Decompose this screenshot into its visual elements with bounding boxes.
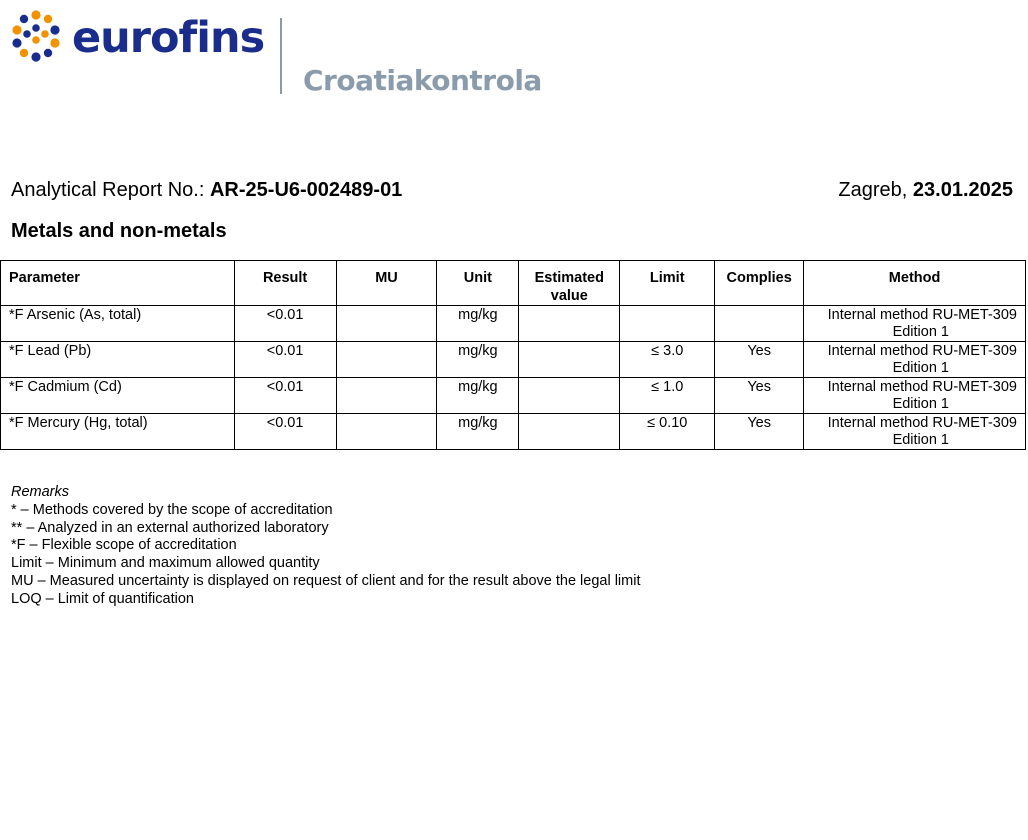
table-row: [1, 306, 1026, 342]
cell-method: [804, 378, 1026, 414]
results-table: [0, 260, 1026, 450]
logo-divider: [280, 18, 282, 94]
cell-estimated: [519, 414, 620, 450]
report-number: AR-25-U6-002489-01: [209, 179, 403, 201]
cell-limit: ≤ 0.10: [620, 414, 715, 450]
column-header-limit: Limit: [620, 261, 715, 306]
method-edition: Edition 1: [892, 360, 949, 376]
cell-complies: [715, 306, 804, 342]
cell-parameter: *F Mercury (Hg, total): [1, 414, 235, 450]
table-row: [1, 342, 1026, 378]
cell-parameter: *F Cadmium (Cd): [1, 378, 235, 414]
eurofins-logo-icon: [10, 10, 62, 62]
cell-method: [804, 306, 1026, 342]
report-date-line: [838, 177, 1013, 203]
cell-unit: mg/kg: [437, 306, 519, 342]
cell-method: [804, 342, 1026, 378]
cell-estimated: [519, 306, 620, 342]
remark-item: * – Methods covered by the scope of accreditation: [11, 501, 333, 518]
cell-complies: Yes: [715, 378, 804, 414]
method-name: Internal method RU-MET-309: [827, 379, 1017, 395]
cell-mu: [336, 342, 437, 378]
column-header-parameter: Parameter: [1, 261, 235, 306]
cell-unit: mg/kg: [437, 414, 519, 450]
cell-limit: ≤ 1.0: [620, 378, 715, 414]
cell-mu: [336, 414, 437, 450]
report-number-line: [11, 177, 402, 203]
cell-complies: Yes: [715, 342, 804, 378]
cell-unit: mg/kg: [437, 378, 519, 414]
column-header-method: Method: [804, 261, 1026, 306]
remark-item: ** – Analyzed in an external authorized laboratory: [11, 519, 329, 536]
cell-limit: [620, 306, 715, 342]
subbrand-name: Croatiakontrola: [303, 64, 542, 97]
column-header-complies: Complies: [715, 261, 804, 306]
remark-item: Limit – Minimum and maximum allowed quantity: [11, 555, 320, 572]
report-label: Analytical Report No.:: [11, 179, 210, 201]
header-logo: [10, 8, 542, 103]
cell-unit: mg/kg: [437, 342, 519, 378]
method-edition: Edition 1: [892, 396, 949, 412]
cell-parameter: *F Arsenic (As, total): [1, 306, 235, 342]
table-row: [1, 378, 1026, 414]
method-name: Internal method RU-MET-309: [827, 343, 1017, 359]
remark-item: *F – Flexible scope of accreditation: [11, 537, 237, 554]
cell-estimated: [519, 378, 620, 414]
column-header-result: Result: [234, 261, 336, 306]
method-edition: Edition 1: [892, 324, 949, 340]
cell-result: <0.01: [234, 378, 336, 414]
cell-result: <0.01: [234, 414, 336, 450]
method-name: Internal method RU-MET-309: [827, 415, 1017, 431]
column-header-estimated-value: Estimated value: [519, 261, 620, 306]
cell-mu: [336, 306, 437, 342]
column-header-mu: MU: [336, 261, 437, 306]
cell-limit: ≤ 3.0: [620, 342, 715, 378]
cell-result: <0.01: [234, 306, 336, 342]
method-edition: Edition 1: [892, 432, 949, 448]
remarks-title: Remarks: [11, 484, 70, 500]
cell-method: [804, 414, 1026, 450]
table-row: [1, 414, 1026, 450]
cell-result: <0.01: [234, 342, 336, 378]
remark-item: MU – Measured uncertainty is displayed on request of client and for the result above the legal limit: [11, 572, 641, 589]
remarks-section: [11, 484, 640, 609]
section-title: Metals and non-metals: [11, 220, 227, 242]
method-name: Internal method RU-MET-309: [827, 307, 1017, 323]
cell-complies: Yes: [715, 414, 804, 450]
cell-parameter: *F Lead (Pb): [1, 342, 235, 378]
remark-item: LOQ – Limit of quantification: [11, 590, 194, 607]
report-city: Zagreb,: [838, 179, 913, 201]
cell-estimated: [519, 342, 620, 378]
brand-name: eurofins: [72, 13, 265, 63]
column-header-unit: Unit: [437, 261, 519, 306]
table-header-row: [1, 261, 1026, 306]
report-date: 23.01.2025: [912, 179, 1013, 201]
cell-mu: [336, 378, 437, 414]
